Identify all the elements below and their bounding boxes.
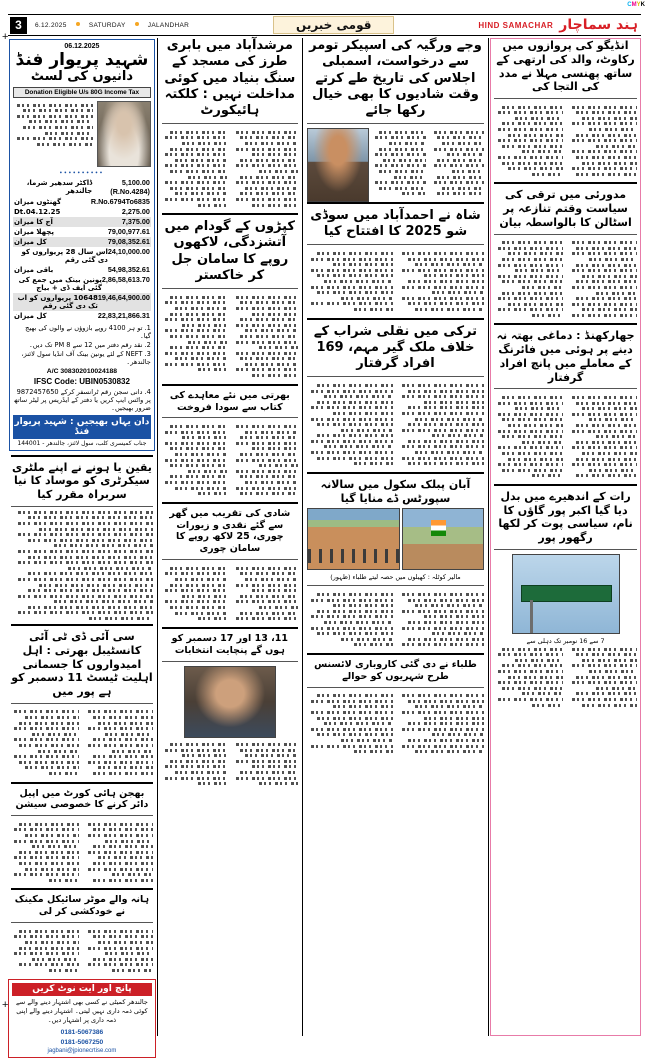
article-body [11,708,153,778]
article-body [162,293,298,380]
article-headline: 11، 13 اور 17 دسمبر کو ہوں گے پنچایت انتخابات [171,632,289,656]
column-2 [159,38,301,1036]
cmyk-registration-bar [627,2,645,8]
fund-ad-note: 2. نقد رقم دفتر میں 12 سے 8 PM تک دیں۔ [28,341,151,350]
article-headline: سی آئی ڈی ٹی آئی کانسٹیبل بھرتی : اہل امیدواروں کا جسمانی اہلیت ٹیسٹ 11 دسمبر کو ہے پور میں [11,630,153,699]
fund-ad-photo-row [13,101,151,167]
fund-amount-label: پچھلا میزان [14,228,54,237]
fund-amount-row [13,293,151,311]
cmyk-m: M [631,2,637,8]
fund-amount-row [13,311,151,321]
classified-ad-body: جالندھر کمیٹی نے کسی بھی اشتہار دینے والے سے کوئی ذمہ داری نہیں لیتی۔ اشتہار دینے والے اپنی ذمہ داری پر اشتہار دیں۔ [16,997,148,1025]
classified-ad-phones [12,1028,152,1048]
fund-amount-row [13,197,151,207]
article-headline: مدورئی میں ترقی کی سیاست وقتم تنازعہ پر اسٹالن کا بالواسطہ بیان [499,188,632,229]
article-indigo-flights [491,39,640,178]
fund-amount-value: 24,10,000.00 [107,247,150,257]
article-murshidabad-mosque [159,38,301,209]
article-school-sports-day [304,472,487,649]
article-headline: آبان پبلک سکول میں سالانہ سپورٹس ڈے منایا گیا [320,477,471,505]
article-body [307,128,484,198]
article-body [162,564,298,623]
officer-photo [184,666,276,738]
fund-amount-row [13,207,151,217]
article-headline: رات کے اندھیرے میں بدل دیا گیا اکبر پور گاؤں کا نام، سیاسی پوت کر لکھا رگھور پور [498,489,633,545]
fund-ad-photo-caption [13,101,93,167]
masthead-date: 6.12.2025 [35,21,67,29]
column-1 [8,38,156,1054]
article-headline: ترکی میں نقلی شراب کے خلاف ملک گیر مہم، 169 افراد گرفتار [313,323,478,372]
classified-ad-title: پانچ اور ایت نوٹ کریں [12,983,152,996]
cmyk-y: Y [636,2,641,8]
flag-ceremony-photo [402,508,484,570]
article-body [11,927,153,974]
fund-amount-label: Dt.04.12.25 [14,208,61,217]
article-body [162,422,298,497]
politician-photo [307,128,369,202]
masthead-dateline [35,22,189,29]
article-headline: انڈیگو کی پروازوں میں رکاوٹ، والد کی ارتھی کے ساتھ پھنسی مہلا نے مدد کی التجا کی [496,39,635,94]
photo-caption: 7 سے 16 نومبر تک دہلی سے [526,636,605,645]
article-body [307,249,484,313]
paper-name-urdu: ہند سماچار [559,17,638,33]
column-divider [157,38,158,1036]
article-headline: یقین یا ہونے نے اپنے ملٹری سیکرٹری کو موساد کا نیا سربراہ مقرر کیا [11,460,152,502]
article-body [11,511,153,620]
article-body [494,554,637,709]
article-wedding-theft [159,502,301,623]
registration-crossmark-bottom: + [2,999,9,1011]
separator-dot-icon [76,22,80,26]
article-body [307,692,484,756]
column-3 [304,38,487,1036]
classified-ad-phone-1: 0181-5067386 [60,1028,104,1036]
fund-ad-ifsc-code: IFSC Code: UBIN0530832 [33,376,130,386]
fund-amount-row [13,217,151,227]
article-body [307,381,484,468]
article-stalin-madurai [491,182,640,319]
article-panchayat-elections [159,627,301,788]
article-village-name-change [491,484,640,709]
article-headline: شادی کی تقریب میں گھر سے گئے نقدی و زیورات چوری، 25 لاکھ روپے کا سامان چوری [169,507,291,555]
article-jharkhand-firing [491,323,640,480]
article-headline: بھجن ہائی کورٹ میں اپیل دائر کرنے کا خصوصی سیشن [15,787,149,811]
fund-ad-account-number: A/C 308302010024188 [46,367,118,375]
fund-ad-title-line2: دانیوں کی لسٹ [30,68,134,84]
classified-ad-phone-2: 0181-5067250 [60,1038,104,1046]
paper-name-english: HIND SAMACHAR [478,20,554,30]
shaheed-parivar-fund-ad [9,39,155,451]
fund-amount-value: R.No.6794To6835 [90,197,150,207]
fund-ad-notes [13,324,151,412]
article-body [162,741,298,788]
fund-amount-label: آج کا میزان [14,218,53,227]
article-headline: بھرتی میں نئے معاہدے کی کتاب سے سودا فروخت [169,389,290,413]
fund-amount-value: 7,375.00 [121,217,150,227]
section-title-wrap [189,16,478,34]
fund-amount-value: 22,83,21,866.31 [97,311,150,321]
column-divider [302,38,303,1036]
fund-amount-value: 2,275.00 [121,207,150,217]
fund-amount-row [13,178,151,197]
article-licence-handover [304,653,487,756]
article-shah-show-inauguration [304,202,487,314]
fund-amount-label: ڈاکٹر سدھیر شرما، جالندھر [26,179,93,196]
fund-ad-note: 4. دانی سجن رقم ٹرانسفر کرکے 9872457650 پر واٹس ایپ کریں یا دفتر کے ایڈریس پر لیٹر ساتھ ضرور بھیجیں۔ [13,387,151,412]
cmyk-c: C [627,2,632,8]
fund-amount-value: 79,00,977.61 [107,227,150,237]
article-cidti-recruitment [8,624,156,777]
registration-crossmark-left: + [2,31,9,43]
article-body [307,590,484,649]
article-headline: طلباء نے دی گئی کاروباری لائسنس طرح شہریوں کو حوالے [314,658,477,682]
fund-amount-row [13,237,151,247]
masthead-city: JALANDHAR [147,21,190,29]
article-body [494,103,637,178]
masthead [8,14,641,36]
column-divider [488,38,489,1036]
fund-amount-label: باقی میزان [14,266,54,275]
fund-amount-label: اس سال 28 پریواروں کو دی گئی رقم [21,248,108,265]
article-headline: شاہ نے احمدآباد میں سوڈی شو 2025 کا افتتاح کیا [310,207,481,240]
paper-logo [478,17,638,33]
fund-amount-row [13,275,151,293]
article-body [494,393,637,480]
fund-ad-title-line1: شہید پریوار فنڈ [15,50,149,70]
article-headline: ہانہ والے موٹر سائیکل مکینک نے خودکشی کر لی [14,894,150,918]
fund-ad-tax-note: Donation Eligible U/s 80G Income Tax [13,87,151,98]
fund-amount-value: 2,86,58,613.70 [101,275,150,285]
running-track-photo [307,508,401,570]
article-warehouse-fire [159,213,301,380]
article-body [162,128,298,209]
section-title: قومی خبریں [273,16,394,34]
masthead-day: SATURDAY [88,21,126,29]
article-contract-sale [159,384,301,498]
fund-amount-label: گھنٹوں میزان [14,198,62,207]
article-turkey-fake-liquor [304,318,487,468]
article-headline: وجے ورگیہ کی اسپیکر تومر سے درخواست، اسمبلی اجلاس کی تاریخ طے کرتے وقت شادیوں کا بھی خیال رکھا جائے [309,38,482,118]
fund-ad-note: 1. تو ہر 4100 روپے بازوؤں نے والوں کی بھیج گیا۔ [25,323,151,340]
article-body [494,239,637,320]
article-headline: کپڑوں کے گودام میں آتشزدگی، لاکھوں روپے کا سامان جل کر خاکستر [164,219,295,283]
separator-dot-icon [135,22,139,26]
article-headline: جھارکھنڈ : دماغی بھتہ نہ دینے پر ہوئی میں فائرنگ کے معاملے میں پانچ افراد گرفتار [496,329,635,384]
page-columns [8,38,641,1054]
fund-amount-value: 54,98,352.61 [107,265,150,275]
sports-day-photos [307,508,484,570]
fund-ad-address: جناب کمیسری کلب، سول لائنز، جالندھر - 144001 [17,439,147,447]
fund-amount-label: کل میزان [14,238,47,247]
classified-ad-email: jagbani@jpionecrtise.com [47,1047,117,1054]
fund-amount-row [13,247,151,265]
fund-amount-value: 19,46,64,900.00 [97,293,150,303]
fund-ad-note: 3. NEFT کے لئے یونین بینک آف انڈیا سول لائنز، جالندھر۔ [21,350,151,367]
column-4 [490,38,641,1036]
fund-amount-value: 79,08,352.61 [107,237,150,247]
fund-ad-divider-dots: •••••••••• [59,168,105,177]
article-body [11,820,153,884]
article-mossad-chief [8,455,156,621]
donor-photo [97,101,151,167]
fund-amount-label: 10648 پریواروں کو اب تک دی گئی رقم [17,294,98,311]
fund-amount-row [13,265,151,275]
cmyk-k: K [640,2,645,8]
photo-caption: مالیر کوٹلہ : کھیلوں میں حصہ لیتے طلباء (ظہور) [330,573,461,582]
fund-amount-row [13,227,151,237]
classified-notice-ad [8,979,156,1058]
fund-amount-label: یونین بینک میں جمع کی گئی ایف ڈی + بیاج [18,276,102,293]
fund-ad-date: 06.12.2025 [64,43,100,50]
article-highcourt-session [8,782,156,885]
fund-ad-footer: دان یہاں بھیجیں : شہید پریوار فنڈ [14,416,150,437]
article-headline: مرشدآباد میں بابری طرز کی مسجد کے سنگ بنیاد میں کوئی مداخلت نہیں : کلکتہ ہائیکورٹ [164,38,296,118]
article-vijayvargiya-assembly [304,38,487,198]
road-sign-photo [512,554,620,634]
fund-amount-label: کل میزان [14,312,47,321]
page-number: 3 [10,17,27,34]
fund-amount-value: 5,100.00 (R.No.4284) [110,178,150,197]
article-mechanic-suicide [8,888,156,974]
